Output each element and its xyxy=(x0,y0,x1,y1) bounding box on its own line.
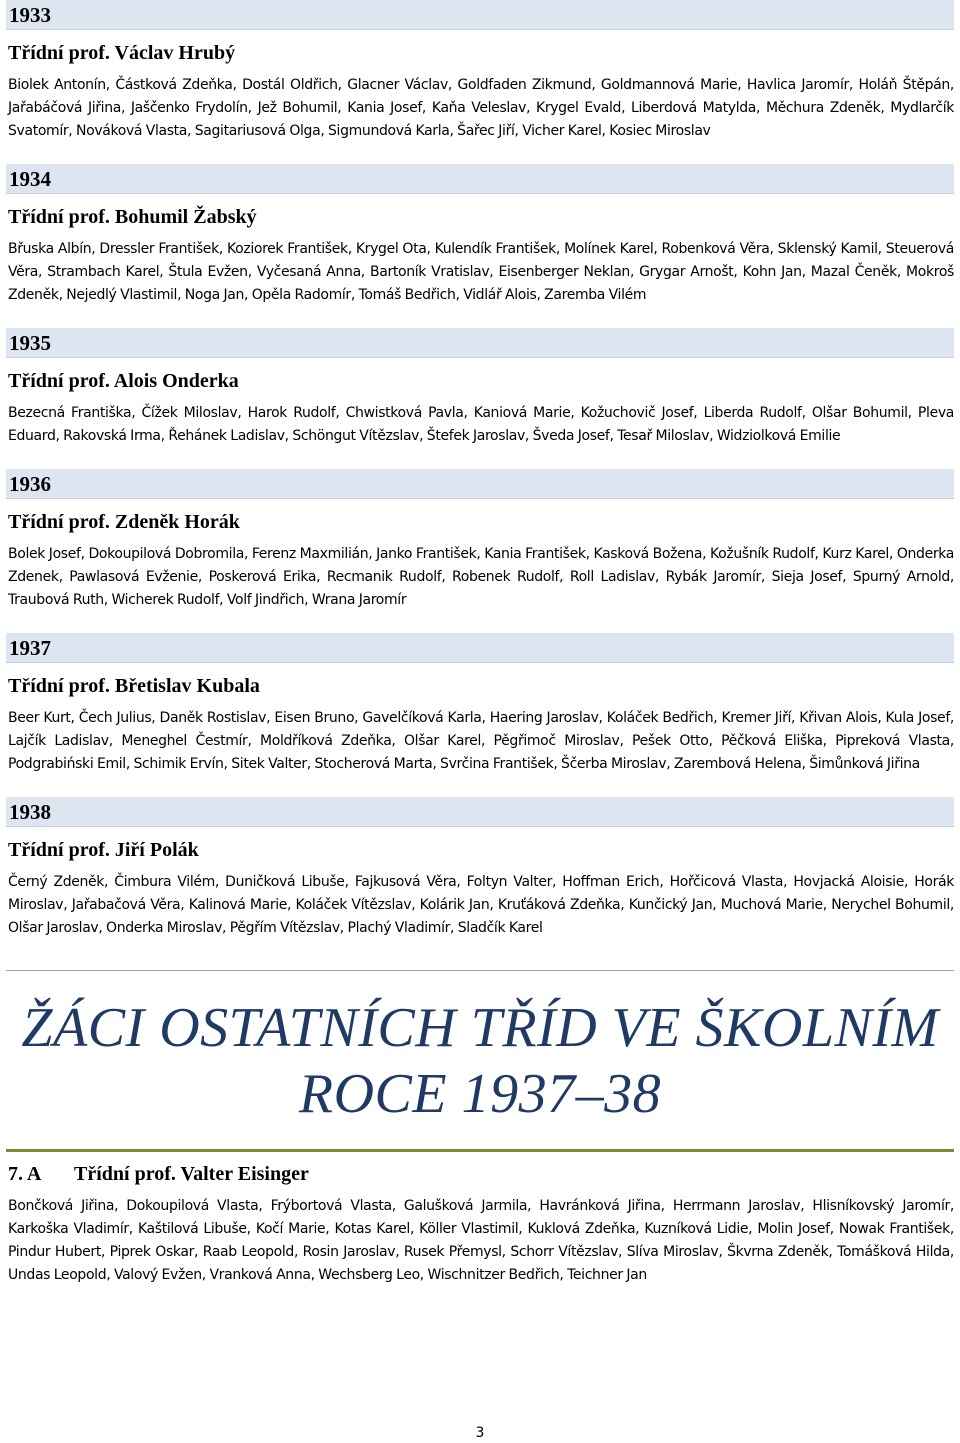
class-teacher: Třídní prof. Jiří Polák xyxy=(8,839,199,861)
section-divider xyxy=(6,970,954,971)
student-list: Bolek Josef, Dokoupilová Dobromila, Ferenz Maxmilián, Janko František, Kania František, Kasková Božena, Kožušník Rudolf, Kurz Karel, Onderka Zdenek, Pawlasová Evženie, Poskerová Erika, Recmanik Rudolf, Robenek Rudolf, Roll Ladislav, Rybák Jaromír, Sieja Josef, Spurný Arnold, Traubová Ruth, Wicherek Rudolf, Volf Jindřich, Wrana Jaromír xyxy=(8,546,954,608)
student-list: Bezecná Františka, Čížek Miloslav, Harok Rudolf, Chwistková Pavla, Kaniová Marie, Kožuchovič Josef, Liberda Rudolf, Olšar Bohumil, Pleva Eduard, Rakovská Irma, Řehánek Ladislav, Schöngut Vítězslav, Štefek Jaroslav, Šveda Josef, Tesař Miloslav, Widziolková Emilie xyxy=(8,405,954,444)
year-section-1938 xyxy=(0,797,960,940)
year-section-1934 xyxy=(0,164,960,307)
year-section-1937 xyxy=(0,633,960,776)
student-list: Černý Zdeněk, Čimbura Vilém, Duničková Libuše, Fajkusová Věra, Foltyn Valter, Hoffman Erich, Hořčicová Vlasta, Hovjacká Aloisie, Horák Miroslav, Jařabačová Věra, Kalinová Marie, Koláček Vítězslav, Kolárik Jan, Kruťáková Zdeňka, Kunčický Jan, Muchová Marie, Nerychel Bohumil, Olšar Jaroslav, Onderka Miroslav, Pěgřím Vítězslav, Plachý Vladimír, Sladčík Karel xyxy=(8,874,954,936)
year-section-1936 xyxy=(0,469,960,612)
year-heading: 1936 xyxy=(6,469,954,499)
class-teacher: Třídní prof. Alois Onderka xyxy=(8,370,239,392)
class-heading xyxy=(6,1149,954,1186)
student-list: Břuska Albín, Dressler František, Koziorek František, Krygel Ota, Kulendík František, Molínek Karel, Robenková Věra, Sklenský Kamil, Steuerová Věra, Strambach Karel, Štula Evžen, Vyčesaná Anna, Bartoník Vratislav, Eisenberger Neklan, Grygar Arnošt, Kohn Jan, Mazal Čeněk, Mokroš Zdeněk, Nejedlý Vlastimil, Noga Jan, Opěla Radomír, Tomáš Bedřich, Vidlář Alois, Zaremba Vilém xyxy=(8,241,954,303)
class-teacher: Třídní prof. Zdeněk Horák xyxy=(8,511,240,533)
class-teacher: Třídní prof. Václav Hrubý xyxy=(8,42,236,64)
year-heading: 1935 xyxy=(6,328,954,358)
class-teacher: Třídní prof. Břetislav Kubala xyxy=(8,675,260,697)
year-heading: 1938 xyxy=(6,797,954,827)
class-teacher: Třídní prof. Bohumil Žabský xyxy=(8,206,257,228)
student-list: Bončková Jiřina, Dokoupilová Vlasta, Frýbortová Vlasta, Galušková Jarmila, Havránková Jiřina, Herrmann Jaroslav, Hlisníkovský Jaromír, Karkoška Vladimír, Kaštilová Libuše, Kočí Marie, Kotas Karel, Köller Vlastimil, Kuklová Zdeňka, Kuzníková Lidie, Molin Josef, Nowak František, Pindur Hubert, Piprek Oskar, Raab Leopold, Rosin Jaroslav, Rusek Přemysl, Schorr Vítězslav, Slíva Miroslav, Škvrna Zdeněk, Tomášková Hilda, Undas Leopold, Valový Evžen, Vranková Anna, Wechsberg Leo, Wischnitzer Bedřich, Teichner Jan xyxy=(8,1198,954,1283)
student-list: Biolek Antonín, Částková Zdeňka, Dostál Oldřich, Glacner Václav, Goldfaden Zikmund, Goldmannová Marie, Havlica Jaromír, Holáň Štěpán, Jařabáčová Jiřina, Jaščenko Frydolín, Jež Bohumil, Kania Josef, Kaňa Veleslav, Krygel Evald, Liberdová Matylda, Měchura Zdeněk, Mydlarčík Svatomír, Nováková Vlasta, Sagitariusová Olga, Sigmundová Karla, Šařec Jiří, Vicher Karel, Kosiec Miroslav xyxy=(8,77,954,139)
page-number: 3 xyxy=(475,1425,485,1441)
chapter-heading-line-1: ŽÁCI OSTATNÍCH TŘÍD VE ŠKOLNÍM xyxy=(21,997,939,1059)
chapter-heading-line-2: ROCE 1937–38 xyxy=(298,1063,662,1125)
year-heading: 1934 xyxy=(6,164,954,194)
chapter-heading xyxy=(0,995,960,1127)
year-heading: 1937 xyxy=(6,633,954,663)
year-section-1935 xyxy=(0,328,960,448)
student-list: Beer Kurt, Čech Julius, Daněk Rostislav, Eisen Bruno, Gavelčíková Karla, Haering Jaroslav, Koláček Bedřich, Kremer Jiří, Křivan Alois, Kula Josef, Lajčík Ladislav, Meneghel Čestmír, Moldříková Zdeňka, Olšar Karel, Pěgřimoč Miroslav, Pešek Otto, Pěčková Eliška, Pipreková Vlasta, Podgrabiński Emil, Schimik Ervín, Sitek Valter, Stocherová Marta, Svrčina František, Ščerba Miroslav, Zarembová Helena, Šimůnková Jiřina xyxy=(8,710,954,772)
class-teacher: Třídní prof. Valter Eisinger xyxy=(74,1163,309,1185)
year-heading: 1933 xyxy=(6,0,954,30)
year-section-1933 xyxy=(0,0,960,143)
class-label: 7. A xyxy=(8,1163,42,1185)
